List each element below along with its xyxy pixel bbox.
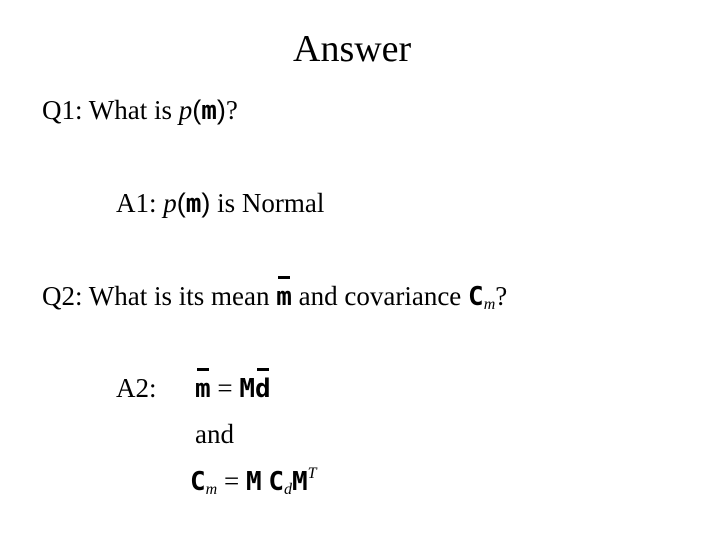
eq1-rhs-d: d xyxy=(255,374,271,404)
eq2-equals: = xyxy=(223,466,240,496)
a1-func: p xyxy=(163,188,177,218)
q1-func: p xyxy=(178,95,193,125)
answer-2-eq2 xyxy=(190,465,317,498)
eq1-rhs-m: M xyxy=(239,374,256,404)
eq2-lhs-subscript: m xyxy=(205,481,218,498)
q2-mean-symbol: m xyxy=(276,282,292,312)
q1-close-paren: ) xyxy=(216,95,226,125)
a1-close-paren: ) xyxy=(201,188,211,218)
q1-text: What is xyxy=(88,95,172,125)
q2-label: Q2: xyxy=(42,281,83,311)
a1-var: m xyxy=(185,189,202,219)
q1-var: m xyxy=(201,96,217,126)
question-1 xyxy=(42,97,238,124)
eq1-equals: = xyxy=(217,373,233,403)
eq2-transpose: T xyxy=(307,465,317,482)
eq1-lhs: m xyxy=(195,374,211,404)
eq2-lhs: C xyxy=(190,467,206,497)
q2-end: ? xyxy=(495,281,508,311)
q1-open-paren: ( xyxy=(192,95,202,125)
q1-label: Q1: xyxy=(42,95,83,125)
eq2-m2: M xyxy=(292,467,308,497)
answer-2-eq1 xyxy=(195,375,271,402)
a1-text: is Normal xyxy=(217,188,325,218)
q2-mid-text: and covariance xyxy=(298,281,462,311)
slide-title: Answer xyxy=(293,28,412,70)
q2-cov-subscript: m xyxy=(483,296,496,313)
answer-2-and: and xyxy=(195,419,234,449)
answer-1 xyxy=(116,190,324,217)
eq2-m1: M xyxy=(245,467,262,497)
question-2 xyxy=(42,281,508,313)
eq2-c: C xyxy=(268,467,285,497)
a1-open-paren: ( xyxy=(176,188,186,218)
answer-2-label: A2: xyxy=(116,373,157,403)
a1-label: A1: xyxy=(116,188,157,218)
eq2-c-subscript: d xyxy=(284,481,293,498)
q1-end: ? xyxy=(225,95,238,125)
q2-text: What is its mean xyxy=(88,281,270,311)
q2-cov-symbol: C xyxy=(468,282,484,312)
